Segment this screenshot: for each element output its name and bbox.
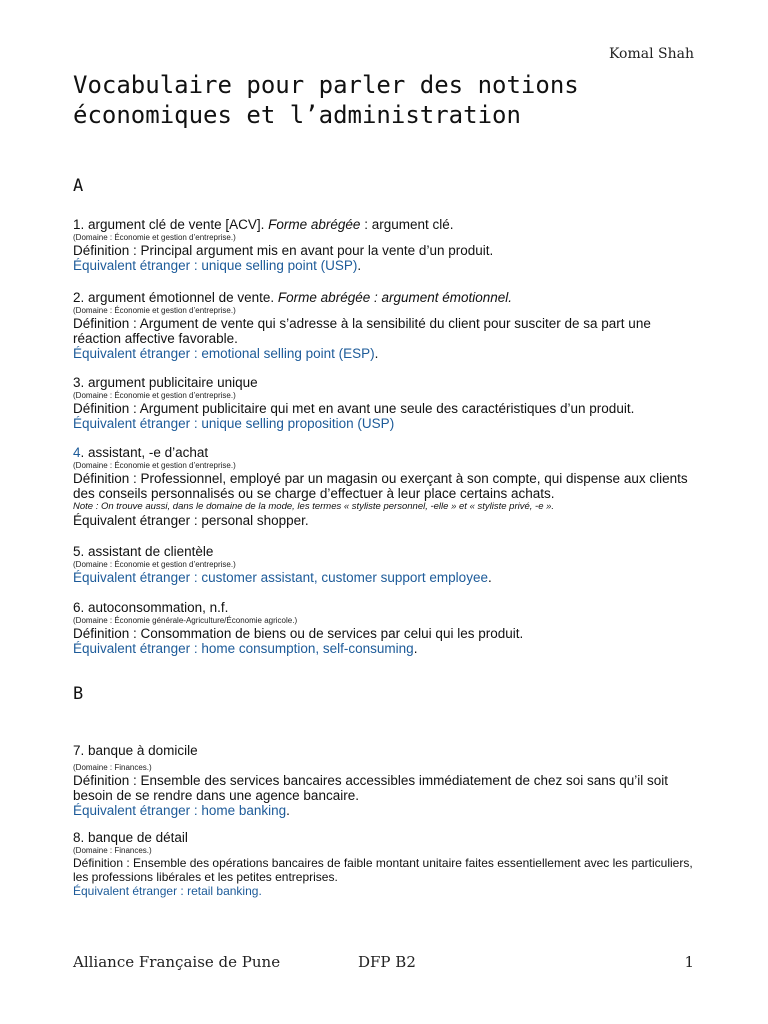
title-line-2: économiques et l’administration (73, 101, 521, 129)
footer-center: DFP B2 (358, 953, 416, 971)
entry-equivalent: Équivalent étranger : unique selling point (USP). (73, 258, 362, 273)
entry-equivalent: Équivalent étranger : personal shopper. (73, 513, 309, 528)
page-title (73, 70, 713, 130)
author-name: Komal Shah (608, 46, 694, 62)
entry-domain: (Domaine : Économie et gestion d’entreprise.) (73, 461, 236, 470)
entry-term: 6. autoconsommation, n.f. (73, 600, 229, 615)
footer-left: Alliance Française de Pune (73, 953, 281, 971)
entry-definition: Définition : Professionnel, employé par un magasin ou exerçant à son compte, qui dispense aux clients des conseils personnalisés ou se charge d’effectuer à leur place certains achats. (73, 471, 688, 501)
entry-term: 4. assistant, -e d’achat (73, 445, 209, 460)
entry-equivalent: Équivalent étranger : home banking. (73, 803, 290, 818)
entry-domain: (Domaine : Économie générale-Agriculture/Économie agricole.) (73, 616, 298, 625)
abbr-label: Forme abrégée (268, 217, 361, 232)
entry-4 (73, 445, 698, 528)
entry-7 (73, 743, 698, 818)
entry-domain: (Domaine : Finances.) (73, 763, 152, 772)
entry-domain: (Domaine : Économie et gestion d’entreprise.) (73, 391, 236, 400)
entry-2 (73, 290, 698, 361)
entry-term: 1. argument clé de vente [ACV]. Forme abrégée : argument clé. (73, 217, 454, 232)
entry-domain: (Domaine : Économie et gestion d’entreprise.) (73, 306, 236, 315)
entry-domain: (Domaine : Économie et gestion d’entreprise.) (73, 560, 236, 569)
entry-definition: Définition : Ensemble des opérations bancaires de faible montant unitaire faites essentiellement avec les particuliers, les professions libérales et les petites entreprises. (73, 856, 693, 884)
entry-equivalent: Équivalent étranger : home consumption, self-consuming. (73, 641, 418, 656)
entry-5 (73, 544, 698, 585)
entry-note: Note : On trouve aussi, dans le domaine de la mode, les termes « styliste personnel, -elle » et « styliste privé, -e ». (73, 501, 555, 512)
entry-term: 3. argument publicitaire unique (73, 375, 258, 390)
entry-definition: Définition : Ensemble des services bancaires accessibles immédiatement de chez soi sans qu’il soit besoin de se rendre dans une agence bancaire. (73, 773, 669, 803)
entry-domain: (Domaine : Économie et gestion d’entreprise.) (73, 233, 236, 242)
entry-equivalent: Équivalent étranger : emotional selling point (ESP). (73, 346, 379, 361)
section-letter-a: A (73, 176, 84, 196)
entry-term: 7. banque à domicile (73, 743, 198, 758)
entry-3 (73, 375, 698, 431)
entry-term: 8. banque de détail (73, 830, 188, 845)
entry-term: 5. assistant de clientèle (73, 544, 214, 559)
entry-definition: Définition : Argument de vente qui s’adresse à la sensibilité du client pour susciter de sa part une réaction affective favorable. (73, 316, 651, 346)
page-number: 1 (684, 953, 694, 971)
entry-equivalent: Équivalent étranger : retail banking. (73, 884, 262, 898)
entry-term: 2. argument émotionnel de vente. Forme abrégée : argument émotionnel. (73, 290, 513, 305)
entry-domain: (Domaine : Finances.) (73, 846, 152, 855)
entry-equivalent: Équivalent étranger : unique selling proposition (USP) (73, 416, 395, 431)
entry-definition: Définition : Consommation de biens ou de services par celui qui les produit. (73, 626, 524, 641)
entry-8 (73, 830, 698, 898)
entry-1 (73, 217, 698, 273)
title-line-1: Vocabulaire pour parler des notions (73, 71, 579, 99)
entry-6 (73, 600, 698, 656)
entry-definition: Définition : Argument publicitaire qui met en avant une seule des caractéristiques d’un produit. (73, 401, 635, 416)
entry-equivalent: Équivalent étranger : customer assistant, customer support employee. (73, 570, 492, 585)
section-letter-b: B (73, 684, 84, 704)
entry-definition: Définition : Principal argument mis en avant pour la vente d’un produit. (73, 243, 494, 258)
